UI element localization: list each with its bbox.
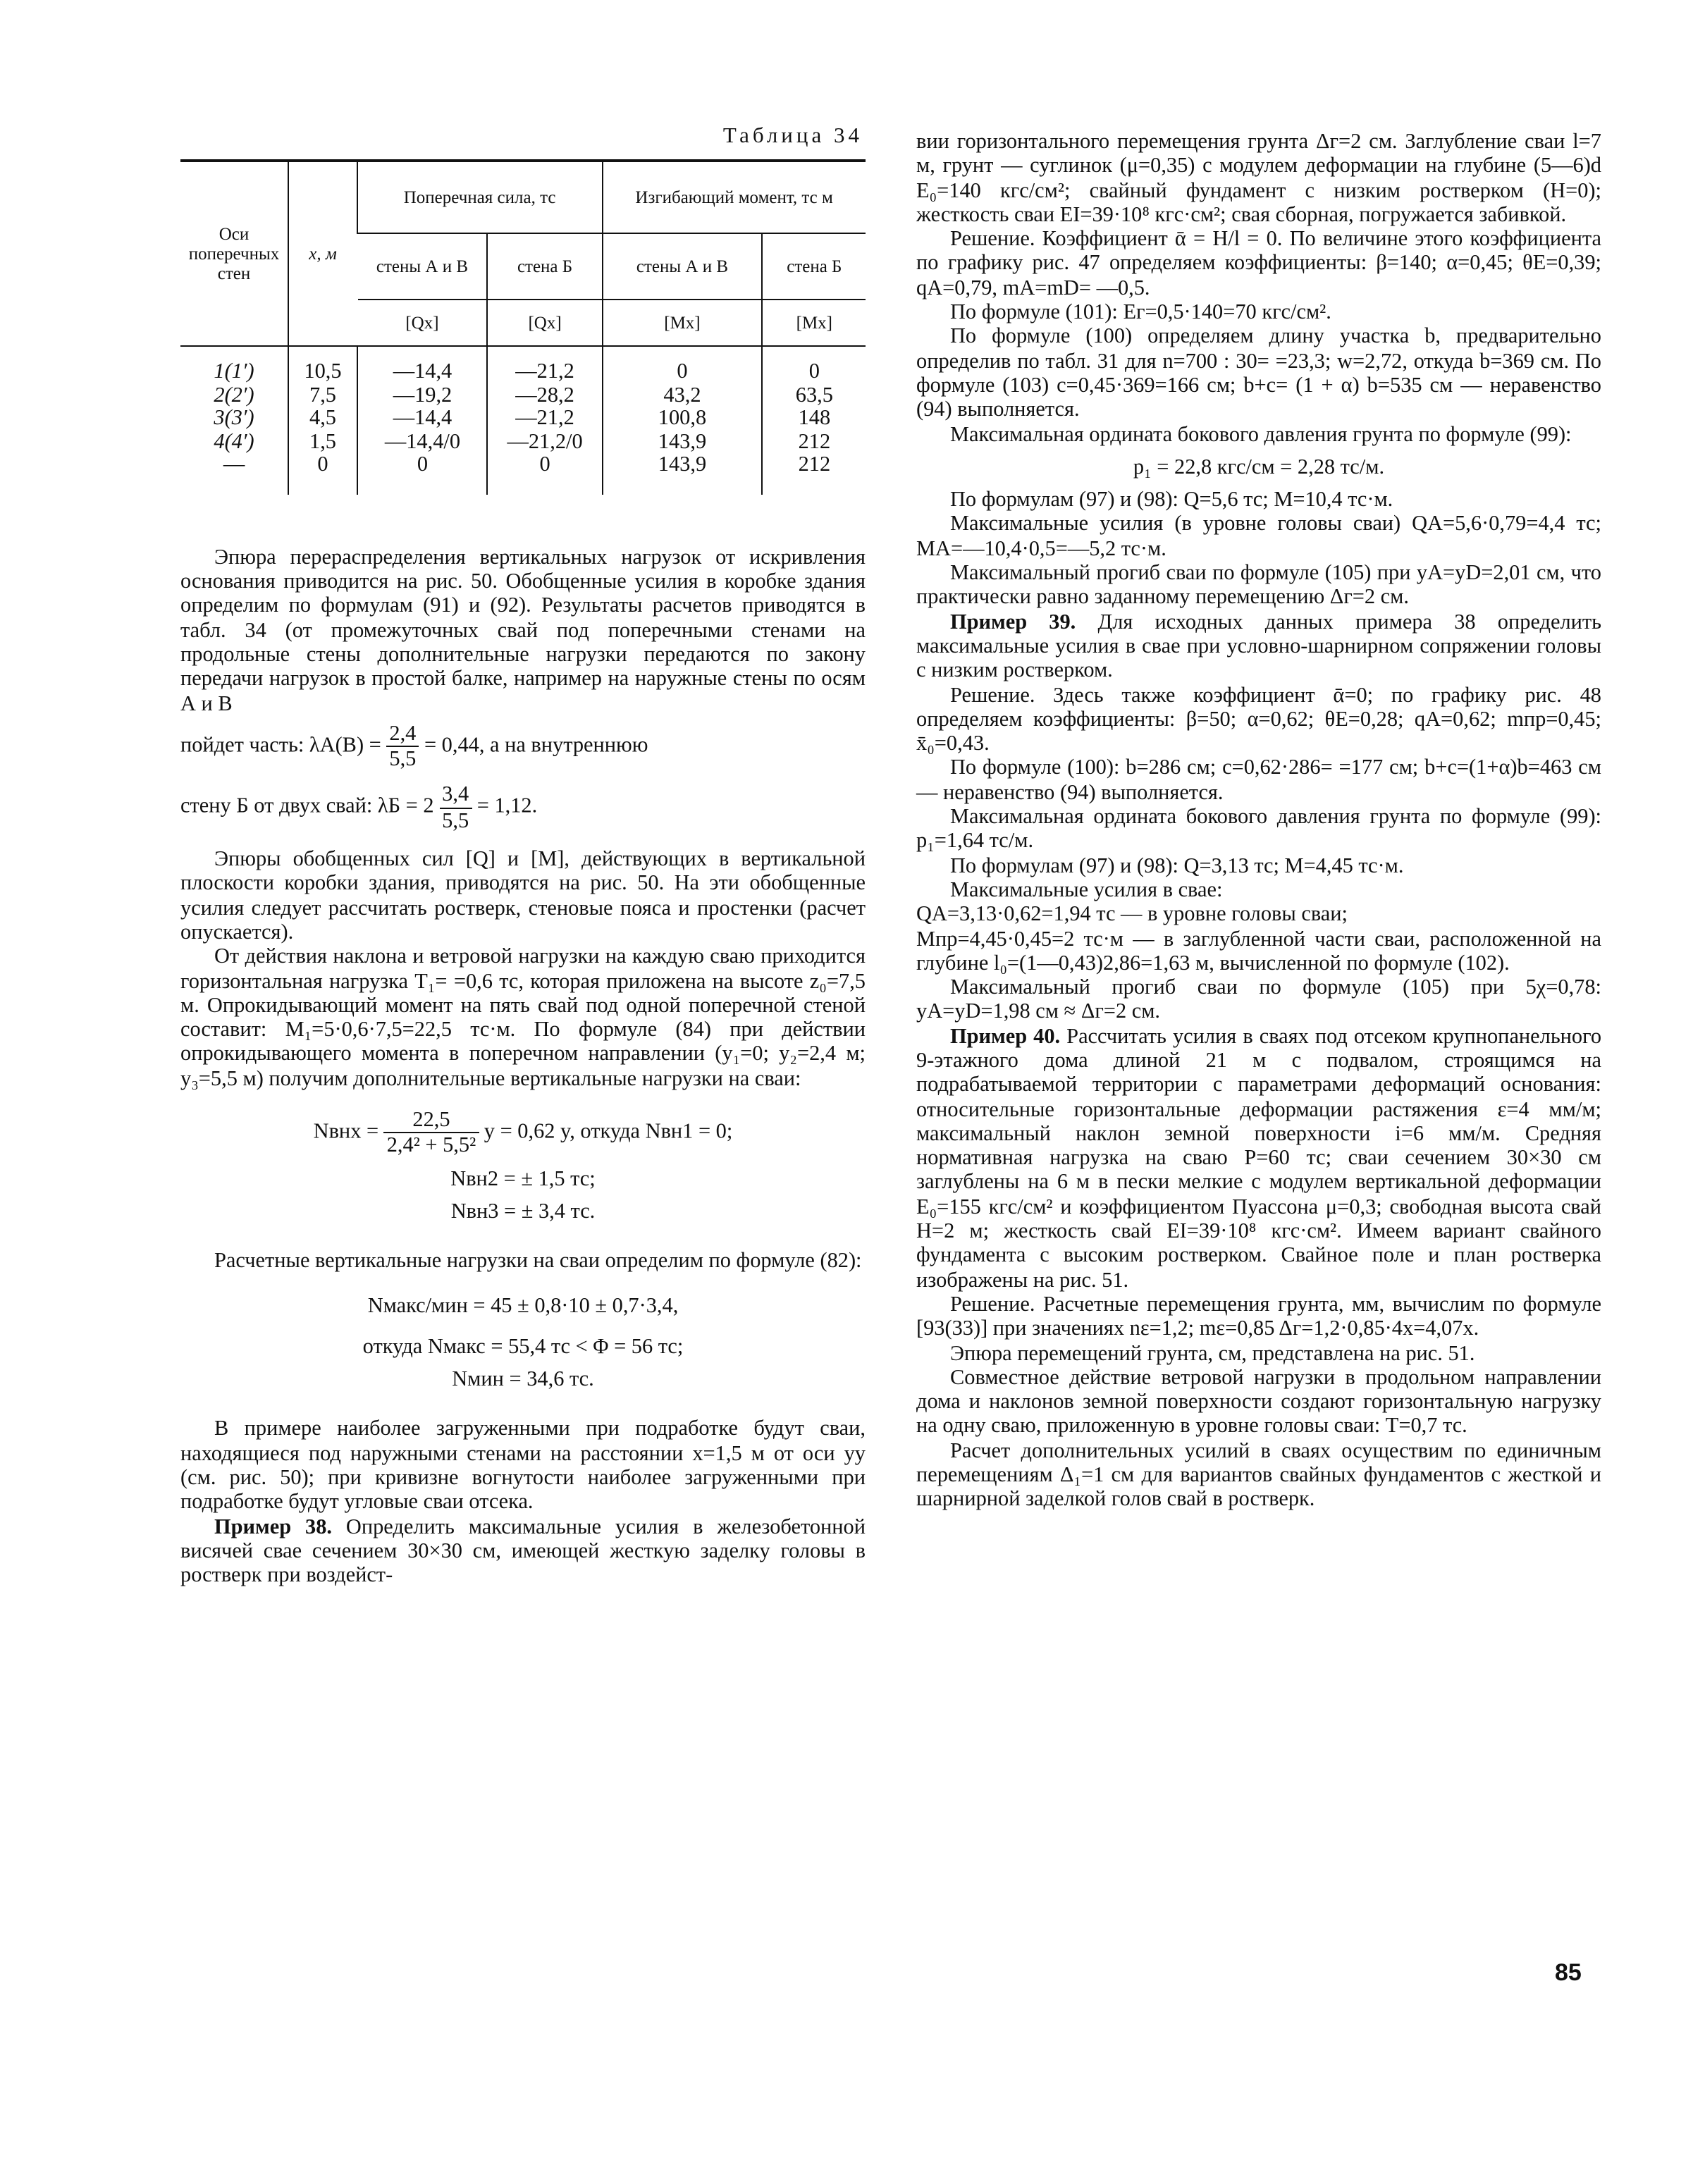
table-cell: 2(2′) (214, 383, 254, 407)
paragraph: Максимальные усилия в свае: (950, 877, 1223, 902)
table-cell: 148 (763, 408, 866, 431)
table-cell: 0 (357, 455, 488, 495)
table-cell: 7,5 (288, 385, 357, 408)
paragraph: По формулам (97) и (98): Q=3,13 тс; M=4,45 тс·м. (950, 853, 1404, 878)
paragraph-example-40 (916, 1024, 1601, 1292)
header-symbol-q: [Qx] (488, 300, 602, 347)
fraction-denominator: 5,5 (442, 808, 469, 833)
table-cell: 1(1′) (214, 359, 254, 384)
paragraph: Совместное действие ветровой нагрузки в продольном направлении дома и наклонов земной поверхности создают горизонтальную нагрузку на одну сваю, приложенную в уровне головы сваи: T=0,7 тс. (916, 1365, 1601, 1438)
fraction-numerator: 2,4 (386, 722, 419, 748)
example-label: Пример 40. (950, 1024, 1061, 1049)
paragraph: По формуле (101): Eг=0,5·140=70 кгс/см². (950, 300, 1331, 325)
fraction (386, 722, 419, 772)
formula-n-min: Nмин = 34,6 тс. (452, 1367, 594, 1392)
table-row (180, 385, 866, 408)
table-cell: 1,5 (288, 431, 357, 455)
header-x: x, м (288, 161, 357, 347)
formula-text: Nвнх = (313, 1119, 379, 1144)
table-cell: —21,2 (488, 347, 602, 385)
table-cell: —21,2 (488, 408, 602, 431)
header-symbol-m: [Mx] (763, 300, 866, 347)
paragraph: Mпр=4,45·0,45=2 тс·м — в заглубленной части сваи, расположенной на глубине l₀=(1—0,43)2,86=1,63 м, вычисленной по формуле (102). (916, 927, 1601, 975)
table-cell: 0 (602, 347, 762, 385)
formula-lambda-b (180, 783, 866, 833)
header-moment: Изгибающий момент, тс м (602, 161, 866, 234)
paragraph: Эпюра перераспределения вертикальных нагрузок от искривления основания приводится на рис. 50. Обобщенные усилия в коробке здания определим по формулам (91) и (92). Результаты расчетов приводятся в табл. 34 (от промежуточных свай под поперечными стенами на продольные стены дополнительные нагрузки передаются по закону передачи нагрузок в простой балке, например на наружные стены по осям А и В (180, 545, 866, 716)
table-cell: 0 (763, 347, 866, 385)
paragraph: QA=3,13·0,62=1,94 тс — в уровне головы сваи; (916, 902, 1348, 927)
formula-text: пойдет часть: λA(B) = (180, 733, 381, 758)
paragraph: Решение. Расчетные перемещения грунта, мм, вычислим по формуле [93(33)] при значениях nε=1,2; mε=0,85 Δг=1,2·0,85·4x=4,07x. (916, 1292, 1601, 1341)
paragraph-example-39 (916, 610, 1601, 683)
paragraph: Максимальный прогиб сваи по формуле (105) при 5χ=0,78: yA=yD=1,98 см ≈ Δг=2 см. (916, 975, 1601, 1024)
paragraph-example-38 (180, 1514, 866, 1588)
header-walls-ab-moment: стены А и В (602, 234, 762, 300)
table-cell: 63,5 (763, 385, 866, 408)
table-row (180, 431, 866, 455)
paragraph: Эпюры обобщенных сил [Q] и [M], действующих в вертикальной плоскости коробки здания, приводятся на рис. 50. На эти обобщенные усилия следует рассчитать ростверк, стеновые пояса и простенки (расчет опускается). (180, 847, 866, 944)
table-cell: —14,4 (357, 408, 488, 431)
paragraph: В примере наиболее загруженными при подработке будут сваи, находящиеся под наружными стенами на расстоянии x=1,5 м от оси yy (см. рис. 50); при кривизне вогнутости наиболее загруженными при подработке будут угловые сваи отсека. (180, 1417, 866, 1514)
example-text: Рассчитать усилия в сваях под отсеком крупнопанельного 9-этажного дома длиной 21 м с подвалом, строящимся на подрабатываемой территории с параметрами деформаций основания: относительные горизонтальные деформации растяжения ε=4 мм/м; максимальный наклон земной поверхности i=6 мм/м. Средняя нормативная нагрузка на сваю P=60 тс; сваи сечением 30×30 см заглублены на 6 м в пески мелкие с модулем вертикальной деформации E₀=155 кгс/см² и коэффициентом Пуассона μ=0,3; свободная высота свай H=2 м; жесткость свай EI=39·10⁸ кгс·см². Имеем вариант свайного фундамента с высоким ростверком. Свайное поле и план ростверка изображены на рис. 51. (916, 1024, 1602, 1292)
table-cell: — (223, 452, 245, 477)
paragraph: От действия наклона и ветровой нагрузки на каждую сваю приходится горизонтальная нагрузка T₁= =0,6 тс, которая приложена на высоте z₀=7,5 м. Опрокидывающий момент на пять свай под одной поперечной стеной составит: M₁=5·0,6·7,5=22,5 тс·м. По формуле (84) при действии опрокидывающего момента в поперечном направлении (y₁=0; y₂=2,4 м; y₃=5,5 м) получим дополнительные вертикальные нагрузки на сваи: (180, 944, 866, 1091)
table-cell: 143,9 (602, 455, 762, 495)
table-cell: 43,2 (602, 385, 762, 408)
paragraph: По формуле (100): b=286 см; c=0,62·286= =177 см; b+c=(1+α)b=463 см — неравенство (94) выполняется. (916, 755, 1601, 805)
right-column (916, 130, 1601, 1512)
paragraph: Решение. Здесь также коэффициент ᾱ=0; по графику рис. 48 определяем коэффициенты: β=50; α=0,62; θE=0,28; qA=0,62; mпр=0,45; x̄₀=0,43. (916, 683, 1601, 756)
paragraph: Максимальная ордината бокового давления грунта по формуле (99): (950, 422, 1572, 447)
formula-text: стену Б от двух свай: λБ = 2 (180, 794, 434, 819)
paragraph: По формуле (100) определяем длину участка b, предварительно определив по табл. 31 для n=700 : 30= =23,3; w=2,72, откуда b=369 см. По формуле (103) c=0,45·369=166 см; b+c= (1 + α) b=535 см — неравенство (94) выполняется. (916, 324, 1601, 422)
example-text: Для исходных данных примера 38 определить максимальные усилия в свае при условно-шарнирном сопряжении головы с низким ростверком. (916, 610, 1601, 683)
header-symbol-m: [Mx] (602, 300, 762, 347)
header-wall-b-shear: стена Б (488, 234, 602, 300)
formula-text: = 0,44, а на внутреннюю (424, 733, 648, 758)
header-axes: Оси поперечных стен (180, 161, 288, 347)
table-row (180, 455, 866, 495)
formula-n-max: откуда Nмакс = 55,4 тс < Φ = 56 тс; (362, 1334, 684, 1359)
formula-n-hx (180, 1108, 866, 1158)
paragraph: Максимальный прогиб сваи по формуле (105) при yA=yD=2,01 см, что практически равно заданному перемещению Δг=2 см. (916, 561, 1601, 610)
table-cell: 212 (763, 455, 866, 495)
page-number: 85 (1555, 1959, 1582, 1986)
table-cell: 3(3′) (214, 406, 254, 431)
table-cell: 143,9 (602, 431, 762, 455)
fraction-numerator: 3,4 (439, 783, 472, 809)
header-symbol-q: [Qx] (357, 300, 488, 347)
fraction-numerator: 22,5 (384, 1108, 479, 1134)
header-wall-b-moment: стена Б (763, 234, 866, 300)
formula-p1: p₁ = 22,8 кгс/см = 2,28 тс/м. (1133, 455, 1385, 479)
formula-n-max-min: Nмакс/мин = 45 ± 0,8·10 ± 0,7·3,4, (367, 1293, 679, 1318)
formula-text: = 1,12. (476, 794, 538, 819)
paragraph: По формулам (97) и (98): Q=5,6 тс; M=10,4 тс·м. (950, 488, 1393, 512)
table-row (180, 408, 866, 431)
fraction-denominator: 2,4² + 5,5² (386, 1133, 476, 1158)
table-cell: 0 (288, 455, 357, 495)
header-walls-ab-shear: стены А и В (357, 234, 488, 300)
example-label: Пример 38. (214, 1514, 332, 1539)
fraction (384, 1108, 479, 1158)
paragraph: Расчетные вертикальные нагрузки на сваи определим по формуле (82): (214, 1249, 862, 1273)
data-table (180, 160, 866, 495)
example-label: Пример 39. (950, 610, 1076, 634)
table-cell: 0 (488, 455, 602, 495)
paragraph: вии горизонтального перемещения грунта Δг=2 см. Заглубление сваи l=7 м, грунт — суглинок (μ=0,35) с модулем деформации на глубине (5—6)d E₀=140 кгс/см²; свайный фундамент с низким ростверком (H=0); жесткость сваи EI=39·10⁸ кгс·см²; свая сборная, погружается забивкой. (916, 130, 1601, 227)
formula-text: y = 0,62 y, откуда Nвн1 = 0; (484, 1119, 733, 1144)
table-cell: —14,4/0 (357, 431, 488, 455)
paragraph: Расчет дополнительных усилий в сваях осуществим по единичным перемещениям Δ₁=1 см для вариантов свайных фундаментов с жесткой и шарнирной заделкой голов свай в ростверк. (916, 1438, 1601, 1512)
formula-lambda-ab (180, 722, 866, 772)
table-cell: 100,8 (602, 408, 762, 431)
paragraph: Максимальная ордината бокового давления грунта по формуле (99): p₁=1,64 тс/м. (916, 805, 1601, 853)
paragraph: Максимальные усилия (в уровне головы сваи) QA=5,6·0,79=4,4 тс; MA=—10,4·0,5=—5,2 тс·м. (916, 512, 1601, 561)
table-cell: —14,4 (357, 347, 488, 385)
paragraph: Эпюра перемещений грунта, см, представлена на рис. 51. (950, 1341, 1475, 1366)
table-cell: —28,2 (488, 385, 602, 408)
fraction-denominator: 5,5 (389, 747, 417, 772)
table-row (180, 347, 866, 385)
table-cell: —19,2 (357, 385, 488, 408)
example-text: Определить максимальные усилия в железобетонной висячей свае сечением 30×30 см, имеющей жесткую заделку головы в ростверк при воздейст- (180, 1514, 866, 1588)
formula-n-h3: Nвн3 = ± 3,4 тс. (450, 1199, 596, 1223)
table-cell: 10,5 (288, 347, 357, 385)
table-cell: 4,5 (288, 408, 357, 431)
table-title: Таблица 34 (722, 124, 863, 148)
header-shear: Поперечная сила, тс (357, 161, 602, 234)
fraction (439, 783, 472, 833)
table-cell: 4(4′) (214, 429, 254, 454)
paragraph: Решение. Коэффициент ᾱ = H/l = 0. По величине этого коэффициента по графику рис. 47 определяем коэффициенты: β=140; α=0,45; θE=0,39; qA=0,79, mA=mD= —0,5. (916, 227, 1601, 300)
table-cell: 212 (763, 431, 866, 455)
formula-n-h2: Nвн2 = ± 1,5 тс; (450, 1166, 596, 1191)
table-cell: —21,2/0 (488, 431, 602, 455)
left-column (180, 124, 866, 1588)
